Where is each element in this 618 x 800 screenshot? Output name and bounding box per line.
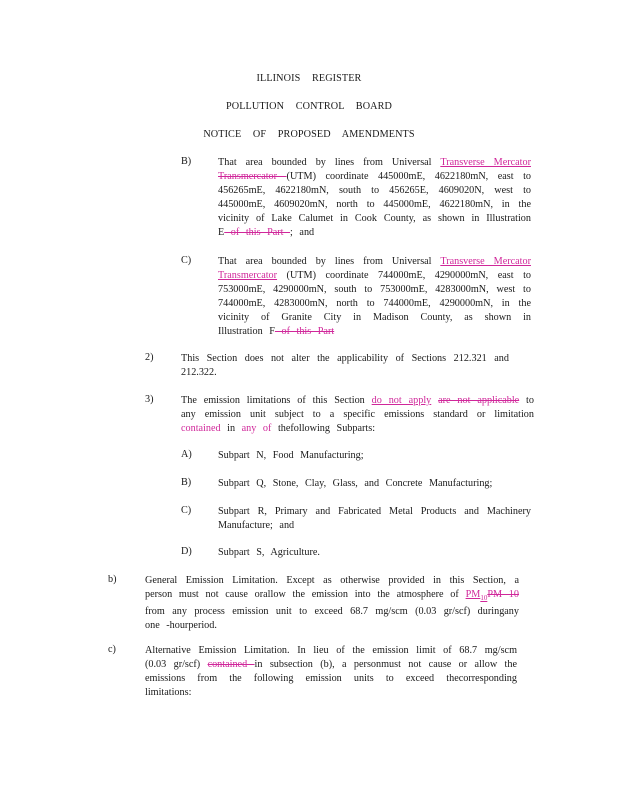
register-title: ILLINOIS REGISTER [256,73,362,84]
deletion: of this Part [274,326,335,338]
text: General Emission Limitation. Except as otherwise provided in this Section, a person must not cause orallow the emission into the atmosphere of [145,575,519,601]
subpart-item: Subpart S, Agriculture. [218,547,320,558]
insertion: Transverse Mercator [440,157,531,168]
deletion: of this Part [224,227,291,239]
text: (UTM) coordinate 445000mE, 4622180mN, east to 456265mE, 4622180mN, south to 456265E, 4609020N, west to 445000mE, 4609020mN, north to 445000mE, 4622180mN, in the vicinity of Lake Calumet in Cook County, as shown in Illustration E [218,171,531,239]
insertion: Transverse Mercator [440,256,531,267]
text: That area bounded by lines from Universal [218,157,441,168]
notice-title: NOTICE OF PROPOSED AMENDMENTS [203,129,415,140]
board-title: POLLUTION CONTROL BOARD [226,101,392,112]
text: in [220,423,242,435]
text: to any emission unit subject to a specific emissions standard or limitation [181,395,534,421]
deletion: Transmercator [218,171,287,183]
text: That area bounded by lines from Universal [218,256,441,267]
item-label-C: C) [181,255,192,266]
subpart-label: B) [181,477,192,488]
item-label-c: c) [108,644,116,655]
deletion: PM 10 [487,589,519,601]
item-label-2: 2) [145,352,154,363]
paragraph-2: This Section does not alter the applicability of Sections 212.321 and 212.322. [181,353,509,379]
insertion: any of [241,423,272,435]
text: in subsection (b), a personmust not cause or allow the emissions from the following emission units to exceed thecorresponding limitations: [145,659,517,699]
item-label-3: 3) [145,394,154,405]
insertion: contained [181,423,221,435]
item-label-B: B) [181,156,192,167]
paragraph-C [218,255,531,340]
text: Alternative Emission Limitation. In lieu of the emission limit of 68.7 mg/scm (0.03 gr/scf) [145,645,517,671]
subpart-label: D) [181,546,192,557]
text: The emission limitations of this Section [181,395,372,406]
text: thefollowing Subparts: [271,423,376,435]
insertion: Transmercator [218,270,278,282]
deletion: contained [207,659,255,671]
text: ; and [290,227,315,239]
subpart-item: Subpart Q, Stone, Clay, Glass, and Concrete Manufacturing; [218,478,493,489]
paragraph-B [218,156,531,241]
insertion: PM [465,589,481,601]
paragraph-c [145,644,517,700]
paragraph-3 [181,394,534,436]
subpart-item: Subpart R, Primary and Fabricated Metal Products and Machinery Manufacture; and [218,506,531,532]
subpart-item: Subpart N, Food Manufacturing; [218,450,364,461]
insertion: do not apply [371,395,432,406]
subpart-label: A) [181,449,192,460]
deletion: are not applicable [438,395,520,406]
insertion-subscript: 10 [480,594,488,603]
item-label-b: b) [108,574,117,585]
text: from any process emission unit to exceed 68.7 mg/scm (0.03 gr/scf) duringany one -hourperiod. [145,606,519,632]
subpart-label: C) [181,505,192,516]
text: (UTM) coordinate 744000mE, 4290000mN, east to 753000mE, 4290000mN, south to 753000mE, 4283000mN, west to 744000mE, 4283000mN, north to 744000mE, 4290000mN, in the vicinity of Granite City in Madison County, as shown in Illustration F [218,270,531,338]
paragraph-b [145,574,519,633]
